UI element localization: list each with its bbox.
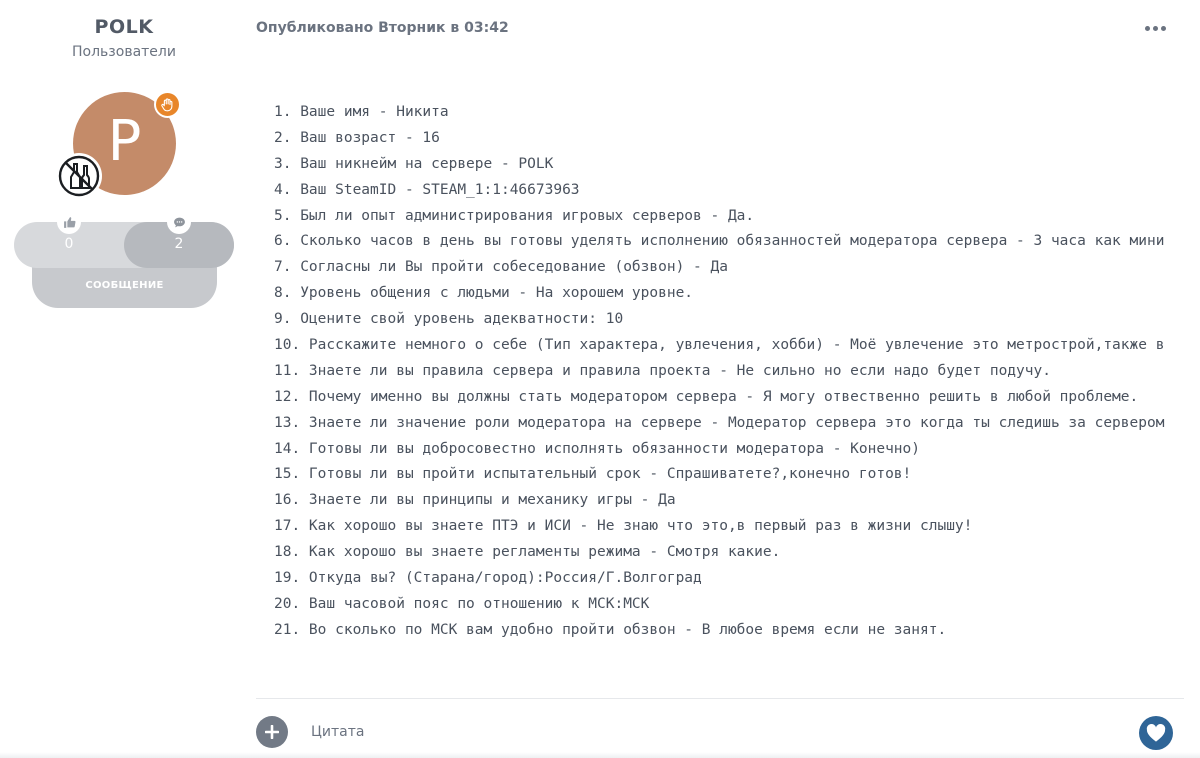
post-line: 13. Знаете ли значение роли модератора на сервере - Модератор сервера это когда ты следишь за сервером [274,414,1165,431]
author-group: Пользователи [72,44,176,60]
post-line: 16. Знаете ли вы принципы и механику игры - Да [274,492,676,509]
post-line: 18. Как хорошо вы знаете регламенты режима - Смотря какие. [274,544,781,561]
post-date[interactable]: Опубликовано Вторник в 03:42 [256,20,509,36]
dot-icon [1161,26,1166,31]
hand-icon [160,97,175,112]
comment-icon [167,210,191,234]
post-line: 19. Откуда вы? (Старана/город):Россия/Г.Волгоград [274,570,702,587]
post-line: 12. Почему именно вы должны стать модератором сервера - Я могу отвественно решить в любой проблеме. [274,388,1139,405]
post-line: 7. Согласны ли Вы пройти собеседование (обзвон) - Да [274,259,728,276]
post-line: 10. Расскажите немного о себе (Тип характера, увлечения, хобби) - Моё увлечение это метрострой,также в [274,337,1165,354]
no-bottle-icon [57,154,101,198]
message-button[interactable]: СООБЩЕНИЕ [32,262,217,308]
post-line: 9. Оцените свой уровень адекватности: 10 [274,311,624,328]
author-name[interactable]: POLK [94,16,154,38]
post-line: 11. Знаете ли вы правила сервера и правила проекта - Не сильно но если надо будет подучу. [274,362,1051,379]
avatar-letter: P [107,108,142,174]
post-line: 4. Ваш SteamID - STEAM_1:1:46673963 [274,181,580,198]
quote-label: Цитата [311,724,365,740]
post-line: 6. Сколько часов в день вы готовы уделять исполнению обязанностей модератора сервера - 3 часа как мини [274,233,1165,250]
dot-icon [1145,26,1150,31]
hand-badge-icon[interactable] [154,91,181,118]
more-options-button[interactable] [1140,18,1170,38]
post-content [274,100,1182,644]
post-line: 8. Уровень общения с людьми - На хорошем уровне. [274,285,694,302]
dot-icon [1153,26,1158,31]
quote-button[interactable] [256,716,364,748]
author-panel [0,0,248,758]
plus-icon [256,716,288,748]
heart-icon [1145,723,1167,743]
post-line: 5. Был ли опыт администрирования игровых серверов - Да. [274,207,755,224]
post-line: 20. Ваш часовой пояс по отношению к МСК:МСК [274,595,650,612]
page-bottom-edge [0,752,1200,758]
posts-count: 2 [174,236,184,252]
no-alcohol-badge-icon[interactable] [56,153,102,199]
thumbs-up-icon [57,210,81,234]
post-line: 3. Ваш никнейм на сервере - POLK [274,155,554,172]
post-line: 17. Как хорошо вы знаете ПТЭ и ИСИ - Не знаю что это,в первый раз в жизни слышу! [274,518,973,535]
post-line: 14. Готовы ли вы добросовестно исполнять обязанности модератора - Конечно) [274,440,921,457]
like-button[interactable] [1139,716,1173,750]
divider [256,698,1184,699]
post-line: 1. Ваше имя - Никита [274,104,449,120]
post-line: 2. Ваш возраст - 16 [274,129,440,146]
post-line: 15. Готовы ли вы пройти испытательный срок - Спрашиватете?,конечно готов! [274,466,912,483]
reactions-count: 0 [64,236,74,252]
post-line: 21. Во сколько по МСК вам удобно пройти обзвон - В любое время если не занят. [274,621,947,638]
